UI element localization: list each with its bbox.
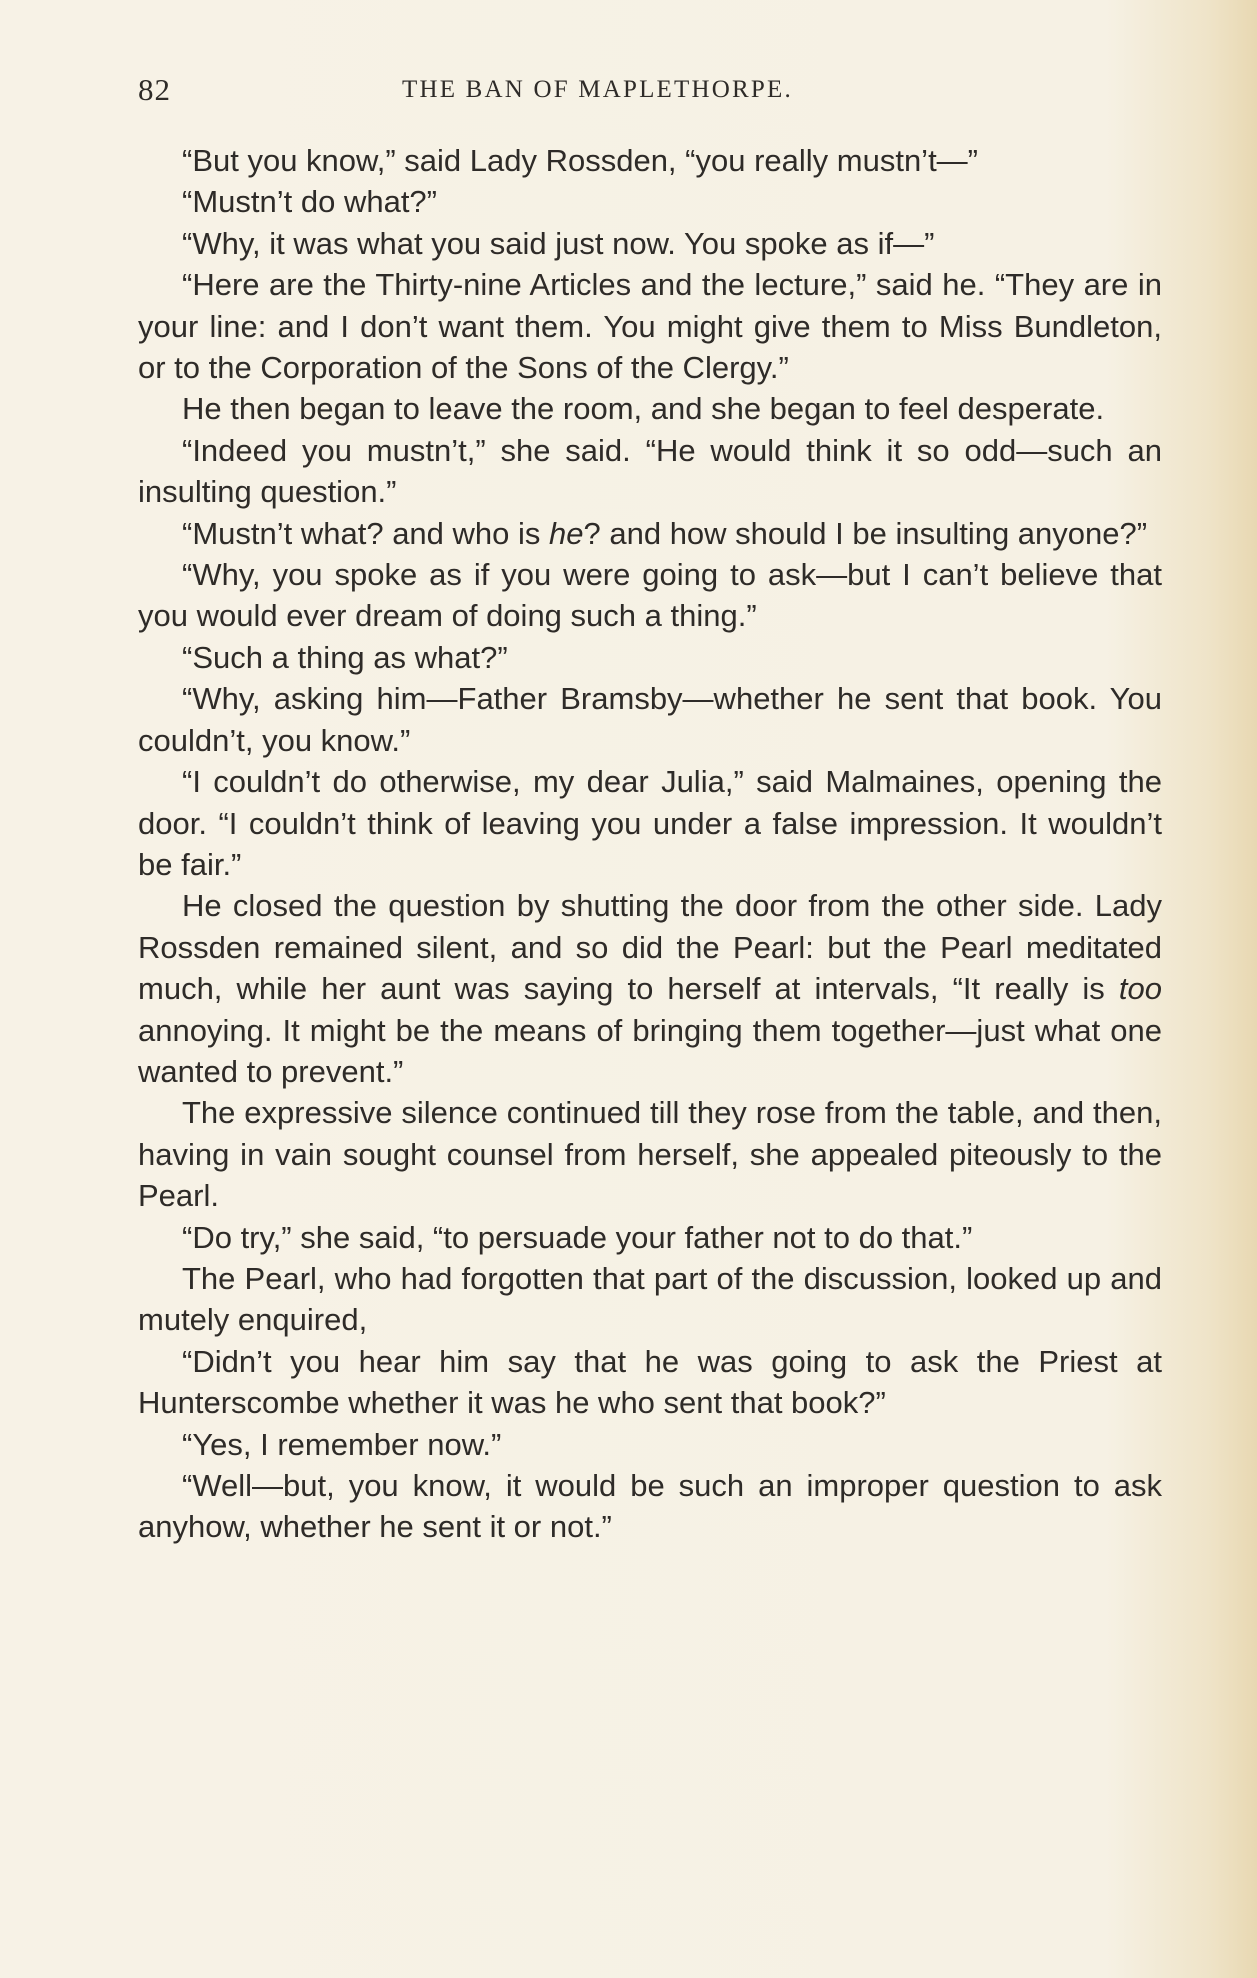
paragraph: He then began to leave the room, and she began to feel desperate.: [182, 391, 1105, 427]
text-span: annoying. It might be the means of bringing them together—just what one wanted to prevent.”: [138, 1012, 1162, 1089]
paragraph: “Here are the Thirty-nine Articles and the lecture,” said he. “They are in your line: and I don’t want them. You might give them to Miss Bundleton, or to the Corporation of the Sons of the Clergy.”: [138, 267, 1162, 386]
paragraph: “Yes, I remember now.”: [182, 1426, 502, 1462]
paragraph: The expressive silence continued till they rose from the table, and then, having in vain sought counsel from herself, she appealed piteously to the Pearl.: [138, 1095, 1162, 1214]
paragraph: “Indeed you mustn’t,” she said. “He would think it so odd—such an insulting question.”: [138, 432, 1162, 510]
page-number: 82: [138, 72, 171, 107]
paragraph: “I couldn’t do otherwise, my dear Julia,” said Malmaines, opening the door. “I couldn’t think of leaving you under a false impression. It wouldn’t be fair.”: [138, 764, 1162, 882]
paragraph: The Pearl, who had forgotten that part of the discussion, looked up and mutely enquired,: [138, 1260, 1162, 1338]
body-text: [138, 140, 1162, 1548]
paragraph: “Why, you spoke as if you were going to ask—but I can’t believe that you would ever dream of doing such a thing.”: [138, 557, 1162, 634]
paragraph: “Why, asking him—Father Bramsby—whether he sent that book. You couldn’t, you know.”: [138, 681, 1162, 758]
running-title: THE BAN OF MAPLETHORPE.: [402, 76, 793, 103]
paragraph: “Do try,” she said, “to persuade your father not to do that.”: [182, 1219, 973, 1255]
italic-text: he: [549, 515, 584, 551]
paragraph: “Mustn’t do what?”: [182, 184, 437, 220]
paragraph: [138, 885, 1162, 1092]
text-span: “Mustn’t what? and who is: [182, 515, 550, 551]
paragraph: “Well—but, you know, it would be such an improper question to ask anyhow, whether he sent it or not.”: [138, 1468, 1162, 1545]
paragraph: [138, 513, 1162, 554]
paragraph: “Why, it was what you said just now. You spoke as if—”: [182, 225, 935, 261]
paragraph: “But you know,” said Lady Rossden, “you really mustn’t—”: [182, 143, 979, 178]
text-span: ? and how should I be insulting anyone?”: [583, 515, 1148, 551]
page-header: [138, 72, 1168, 112]
italic-text: too: [1118, 971, 1162, 1007]
paragraph: “Didn’t you hear him say that he was going to ask the Priest at Hunterscombe whether it was he who sent that book?”: [138, 1343, 1162, 1421]
text-span: He closed the question by shutting the door from the other side. Lady Rossden remained silent, and so did the Pearl: but the Pearl meditated much, while her aunt was saying to herself at intervals, “It really is: [138, 888, 1162, 1007]
paragraph: “Such a thing as what?”: [182, 639, 508, 675]
